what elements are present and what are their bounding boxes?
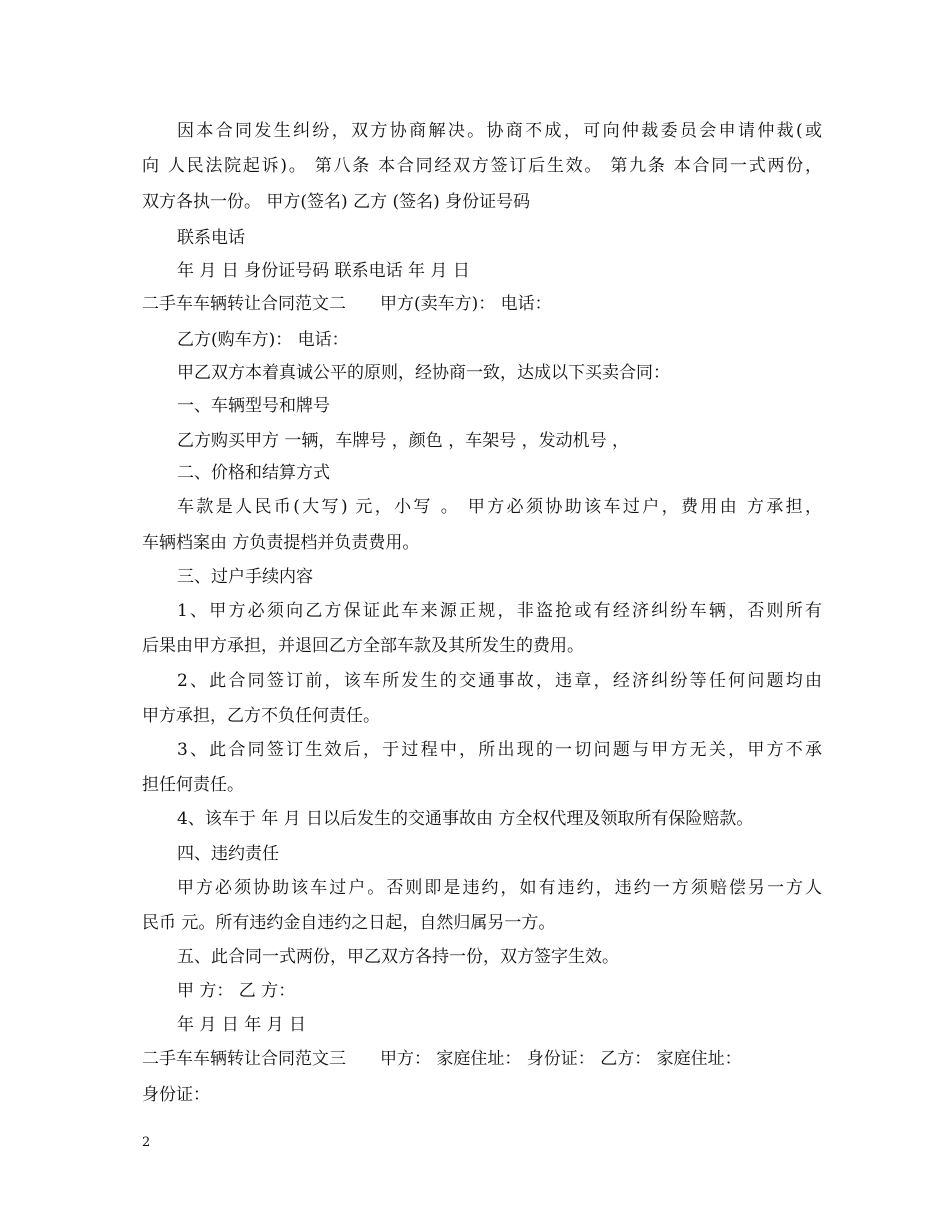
paragraph-line: 4、该车于 年 月 日以后发生的交通事故由 方全权代理及领取所有保险赔款。 <box>177 809 754 829</box>
section-heading: 二手车车辆转让合同范文二 甲方(卖车方)： 电话： <box>142 294 552 314</box>
paragraph-line: 因本合同发生纠纷，双方协商解决。协商不成，可向仲裁委员会申请仲裁(或 <box>177 121 822 141</box>
paragraph-line: 车款是人民币(大写) 元，小写 。 甲方必须协助该车过户，费用由 方承担， <box>177 497 822 517</box>
paragraph-line: 1、甲方必须向乙方保证此车来源正规，非盗抢或有经济纠纷车辆，否则所有 <box>177 601 822 621</box>
date-line: 年 月 日 年 月 日 <box>177 1015 307 1035</box>
clause-heading: 二、价格和结算方式 <box>177 463 330 483</box>
paragraph-line: 后果由甲方承担，并退回乙方全部车款及其所发生的费用。 <box>142 636 584 656</box>
paragraph-line: 民币 元。所有违约金自违约之日起，自然归属另一方。 <box>142 913 556 933</box>
paragraph-line: 甲方承担，乙方不负任何责任。 <box>142 706 380 726</box>
paragraph-line: 甲方必须协助该车过户。否则即是违约，如有违约，违约一方须赔偿另一方人 <box>177 878 822 898</box>
paragraph-line: 双方各执一份。 甲方(签名) 乙方 (签名) 身份证号码 <box>142 192 531 212</box>
paragraph-line: 车辆档案由 方负责提档并负责费用。 <box>142 533 420 553</box>
paragraph-line: 甲乙双方本着真诚公平的原则，经协商一致，达成以下买卖合同： <box>177 363 670 383</box>
paragraph-line: 2、此合同签订前，该车所发生的交通事故，违章，经济纠纷等任何问题均由 <box>177 671 822 691</box>
paragraph-line: 3、此合同签订生效后，于过程中，所出现的一切问题与甲方无关，甲方不承 <box>177 740 822 760</box>
section-heading: 二手车车辆转让合同范文三 甲方： 家庭住址： 身份证： 乙方： 家庭住址： <box>142 1049 742 1069</box>
page-number: 2 <box>142 1135 151 1150</box>
paragraph-line: 向 人民法院起诉)。 第八条 本合同经双方签订后生效。 第九条 本合同一式两份， <box>142 156 822 176</box>
paragraph-line: 乙方(购车方)： 电话： <box>177 330 349 350</box>
clause-heading: 三、过户手续内容 <box>177 567 313 587</box>
paragraph-line: 联系电话 <box>177 228 245 248</box>
paragraph-line: 身份证： <box>142 1085 210 1105</box>
clause-heading: 四、违约责任 <box>177 844 279 864</box>
clause-heading: 一、车辆型号和牌号 <box>177 396 330 416</box>
paragraph-line: 乙方购买甲方 一辆，车牌号 ，颜色 ，车架号 ，发动机号 ， <box>177 431 630 451</box>
paragraph-line: 五、此合同一式两份，甲乙双方各持一份，双方签字生效。 <box>177 947 619 967</box>
signature-line: 甲 方： 乙 方： <box>177 981 296 1001</box>
paragraph-line: 年 月 日 身份证号码 联系电话 年 月 日 <box>177 261 470 281</box>
paragraph-line: 担任何责任。 <box>142 775 244 795</box>
